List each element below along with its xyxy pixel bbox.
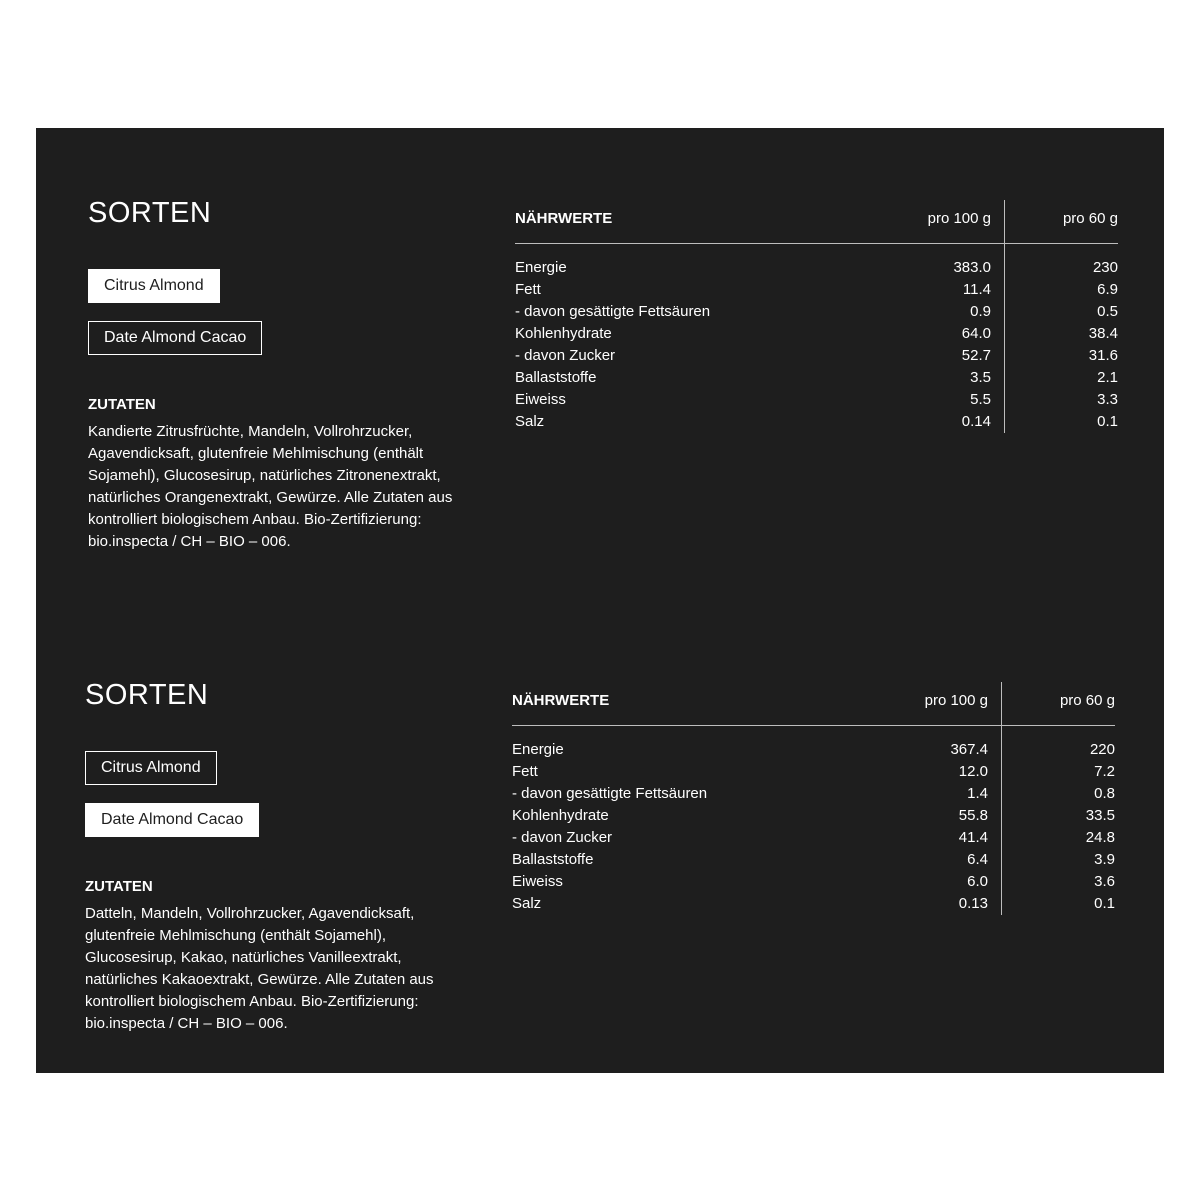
nutrient-name: Kohlenhydrate xyxy=(515,325,612,342)
nutrition-table xyxy=(512,692,1115,915)
nutrition-row xyxy=(515,257,1118,279)
ingredients-text: Datteln, Mandeln, Vollrohrzucker, Agavendicksaft, glutenfreie Mehlmischung (enthält Sojamehl), Glucosesirup, Kakao, natürliches Vanilleextrakt, natürliches Kakaoextrakt, Gewürze. Alle Zutaten aus kontrolliert biologischem Anbau. Bio-Zertifizierung: bio.inspecta / CH – BIO – 006. xyxy=(85,905,434,1032)
nutrient-name: Ballaststoffe xyxy=(515,369,597,386)
variant-button-date-almond-cacao[interactable]: Date Almond Cacao xyxy=(85,803,259,837)
nutrient-name: Kohlenhydrate xyxy=(512,807,609,824)
nutrition-row xyxy=(512,739,1115,761)
value-per-100g: 0.9 xyxy=(970,303,991,320)
nutrition-row xyxy=(515,389,1118,411)
nutrient-name: - davon Zucker xyxy=(515,347,616,364)
value-per-60g: 230 xyxy=(1092,259,1118,276)
product-section xyxy=(85,680,1165,1080)
value-per-100g: 41.4 xyxy=(958,829,988,846)
value-per-60g: 6.9 xyxy=(1097,281,1118,298)
nutrition-row xyxy=(512,893,1115,915)
variant-button-citrus-almond[interactable]: Citrus Almond xyxy=(88,269,220,303)
nutrition-row xyxy=(512,761,1115,783)
value-per-100g: 383.0 xyxy=(953,259,991,276)
column-header-per-60g: pro 60 g xyxy=(1059,692,1115,709)
nutrition-table xyxy=(515,210,1118,433)
value-per-60g: 0.1 xyxy=(1097,413,1118,430)
value-per-60g: 24.8 xyxy=(1085,829,1115,846)
nutrition-header-row xyxy=(512,692,1115,726)
value-per-100g: 3.5 xyxy=(970,369,991,386)
nutrition-title: NÄHRWERTE xyxy=(512,692,610,709)
nutrition-row xyxy=(515,301,1118,323)
value-per-60g: 3.9 xyxy=(1094,851,1115,868)
value-per-100g: 12.0 xyxy=(958,763,988,780)
nutrition-rows xyxy=(512,726,1115,915)
value-per-100g: 11.4 xyxy=(962,281,991,298)
nutrient-name: Eiweiss xyxy=(515,391,566,408)
value-per-100g: 367.4 xyxy=(950,741,988,758)
nutrition-row xyxy=(515,345,1118,367)
sorten-heading: SORTEN xyxy=(85,679,209,711)
nutrition-header-row xyxy=(515,210,1118,244)
column-header-per-100g: pro 100 g xyxy=(924,692,988,709)
nutrition-rows xyxy=(515,244,1118,433)
ingredients-text: Kandierte Zitrusfrüchte, Mandeln, Vollrohrzucker, Agavendicksaft, glutenfreie Mehlmischung (enthält Sojamehl), Glucosesirup, natürliches Zitronenextrakt, natürliches Orangenextrakt, Gewürze. Alle Zutaten aus kontrolliert biologischem Anbau. Bio-Zertifizierung: bio.inspecta / CH – BIO – 006. xyxy=(88,423,453,550)
value-per-60g: 2.1 xyxy=(1097,369,1118,386)
column-header-per-100g: pro 100 g xyxy=(927,210,991,227)
product-info-panel xyxy=(36,128,1164,1073)
nutrient-name: Fett xyxy=(515,281,541,298)
nutrient-name: Fett xyxy=(512,763,538,780)
value-per-100g: 64.0 xyxy=(961,325,991,342)
nutrition-row xyxy=(512,849,1115,871)
value-per-100g: 0.14 xyxy=(961,413,991,430)
value-per-100g: 6.4 xyxy=(967,851,988,868)
value-per-60g: 220 xyxy=(1089,741,1115,758)
nutrition-row xyxy=(515,323,1118,345)
value-per-60g: 7.2 xyxy=(1094,763,1115,780)
value-per-60g: 0.5 xyxy=(1097,303,1118,320)
nutrition-row xyxy=(515,279,1118,301)
value-per-100g: 0.13 xyxy=(958,895,988,912)
nutrient-name: Salz xyxy=(512,895,542,912)
nutrient-name: Eiweiss xyxy=(512,873,563,890)
product-section xyxy=(88,198,1168,598)
nutrient-name: - davon gesättigte Fettsäuren xyxy=(512,785,708,802)
sorten-heading: SORTEN xyxy=(88,197,212,229)
ingredients-heading: ZUTATEN xyxy=(88,396,156,413)
column-header-per-60g: pro 60 g xyxy=(1062,210,1118,227)
ingredients-heading: ZUTATEN xyxy=(85,878,153,895)
variant-button-date-almond-cacao[interactable]: Date Almond Cacao xyxy=(88,321,262,355)
value-per-100g: 55.8 xyxy=(958,807,988,824)
value-per-60g: 31.6 xyxy=(1088,347,1118,364)
value-per-100g: 6.0 xyxy=(967,873,988,890)
nutrition-title: NÄHRWERTE xyxy=(515,210,613,227)
value-per-60g: 0.1 xyxy=(1094,895,1115,912)
variant-button-citrus-almond[interactable]: Citrus Almond xyxy=(85,751,217,785)
nutrient-name: - davon Zucker xyxy=(512,829,613,846)
value-per-60g: 3.6 xyxy=(1094,873,1115,890)
value-per-100g: 52.7 xyxy=(961,347,991,364)
nutrient-name: Ballaststoffe xyxy=(512,851,594,868)
nutrition-row xyxy=(512,827,1115,849)
nutrient-name: - davon gesättigte Fettsäuren xyxy=(515,303,711,320)
nutrient-name: Salz xyxy=(515,413,545,430)
value-per-60g: 38.4 xyxy=(1088,325,1118,342)
nutrition-row xyxy=(515,411,1118,433)
nutrition-row xyxy=(512,871,1115,893)
nutrient-name: Energie xyxy=(512,741,564,758)
value-per-60g: 0.8 xyxy=(1094,785,1115,802)
nutrition-row xyxy=(512,805,1115,827)
nutrition-row xyxy=(512,783,1115,805)
value-per-60g: 3.3 xyxy=(1097,391,1118,408)
value-per-100g: 5.5 xyxy=(970,391,991,408)
nutrient-name: Energie xyxy=(515,259,567,276)
nutrition-row xyxy=(515,367,1118,389)
value-per-60g: 33.5 xyxy=(1085,807,1115,824)
value-per-100g: 1.4 xyxy=(967,785,988,802)
